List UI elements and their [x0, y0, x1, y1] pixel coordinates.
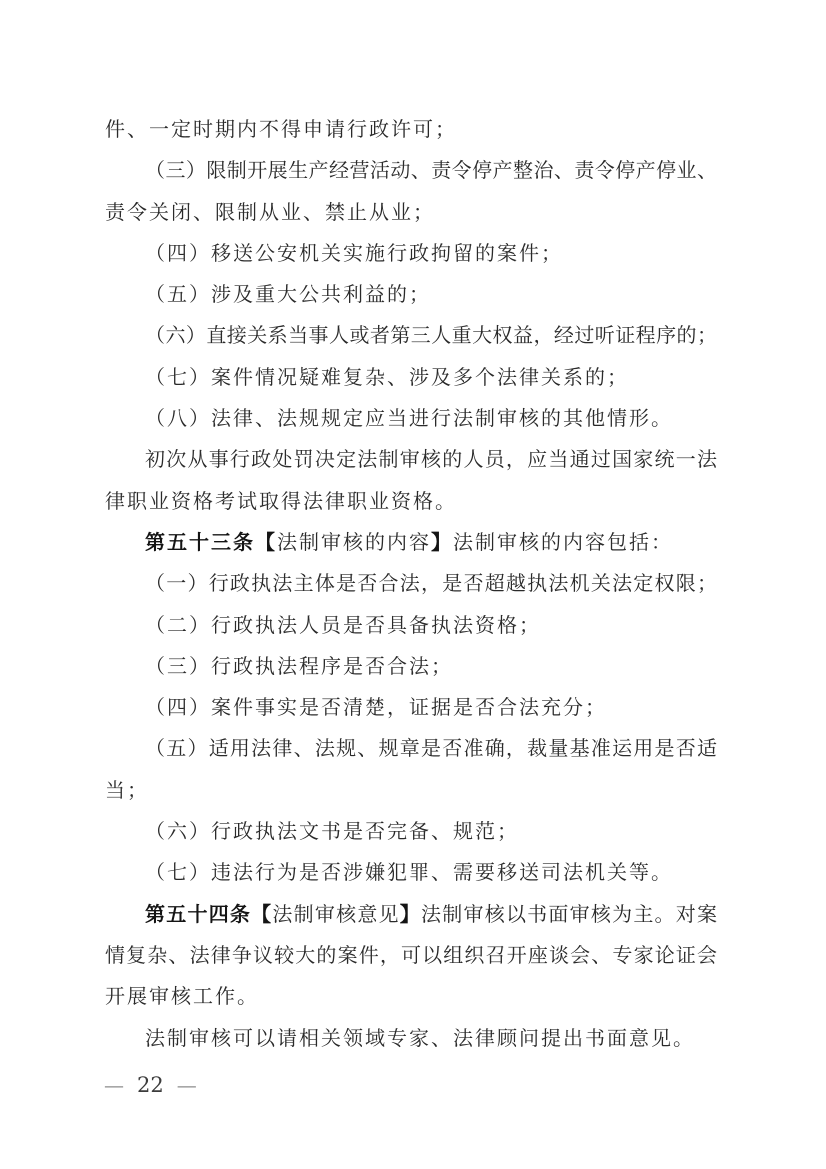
- article-title-bracket: 【: [251, 901, 273, 926]
- document-line: [105, 233, 717, 274]
- document-line: [105, 150, 717, 191]
- body-text: 开展审核工作。: [105, 984, 259, 1009]
- body-text: 情复杂、法律争议较大的案件，可以组织召开座谈会、专家论证会: [105, 942, 717, 967]
- article-title: 法制审核意见: [272, 901, 400, 926]
- document-line: [105, 935, 717, 976]
- document-line: [105, 605, 717, 646]
- footer-dash-right: —: [176, 1073, 197, 1097]
- document-line: [105, 894, 717, 935]
- document-line: [105, 687, 717, 728]
- document-line: [105, 109, 717, 150]
- page-footer: [104, 1071, 197, 1099]
- article-title-bracket: 】: [399, 901, 422, 926]
- article-title-bracket: 】: [431, 529, 453, 554]
- body-text: （七）案件情况疑难复杂、涉及多个法律关系的；: [145, 364, 629, 389]
- body-text: （二）行政执法人员是否具备执法资格；: [145, 612, 541, 637]
- document-line: [105, 563, 717, 604]
- body-text: （四）移送公安机关实施行政拘留的案件；: [145, 240, 563, 265]
- document-line: [105, 728, 717, 769]
- page-number: 22: [137, 1072, 164, 1097]
- body-text: 初次从事行政处罚决定法制审核的人员，应当通过国家统一法: [145, 447, 717, 472]
- article-title: 法制审核的内容: [277, 529, 431, 554]
- document-line: [105, 522, 717, 563]
- body-text: 律职业资格考试取得法律职业资格。: [105, 488, 457, 513]
- document-line: [105, 481, 717, 522]
- body-text: （一）行政执法主体是否合法，是否超越执法机关法定权限；: [145, 571, 717, 596]
- article-number: 第五十三条: [145, 529, 255, 554]
- article-title-bracket: 【: [255, 529, 277, 554]
- document-line: [105, 852, 717, 893]
- body-text: 件、一定时期内不得申请行政许可；: [105, 117, 457, 141]
- document-line: [105, 192, 717, 233]
- document-line: [105, 439, 717, 480]
- document-line: [105, 976, 717, 1017]
- document-line: [105, 1018, 717, 1059]
- document-line: [105, 770, 717, 811]
- document-body: [105, 109, 717, 1059]
- body-text: （六）直接关系当事人或者第三人重大权益，经过听证程序的；: [145, 323, 717, 348]
- body-text: 责令关闭、限制从业、禁止从业；: [105, 199, 435, 224]
- body-text: 法制审核可以请相关领域专家、法律顾问提出书面意见。: [145, 1025, 695, 1050]
- body-text: （七）违法行为是否涉嫌犯罪、需要移送司法机关等。: [145, 860, 673, 885]
- body-text: （三）限制开展生产经营活动、责令停产整治、责令停产停业、: [145, 158, 717, 183]
- document-line: [105, 274, 717, 315]
- document-line: [105, 398, 717, 439]
- body-text: （五）适用法律、法规、规章是否准确，裁量基准运用是否适: [145, 736, 717, 761]
- body-text: 法制审核以书面审核为主。对案: [421, 901, 718, 926]
- body-text: （五）涉及重大公共利益的；: [145, 282, 431, 307]
- article-number: 第五十四条: [145, 901, 252, 926]
- body-text: （六）行政执法文书是否完备、规范；: [145, 819, 519, 844]
- document-line: [105, 357, 717, 398]
- body-text: 当；: [105, 777, 149, 802]
- footer-dash-left: —: [104, 1073, 124, 1097]
- body-text: （八）法律、法规规定应当进行法制审核的其他情形。: [145, 406, 673, 431]
- document-line: [105, 811, 717, 852]
- document-line: [105, 646, 717, 687]
- body-text: （三）行政执法程序是否合法；: [145, 653, 453, 678]
- document-line: [105, 315, 717, 356]
- body-text: 法制审核的内容包括：: [453, 529, 673, 554]
- body-text: （四）案件事实是否清楚，证据是否合法充分；: [145, 695, 607, 720]
